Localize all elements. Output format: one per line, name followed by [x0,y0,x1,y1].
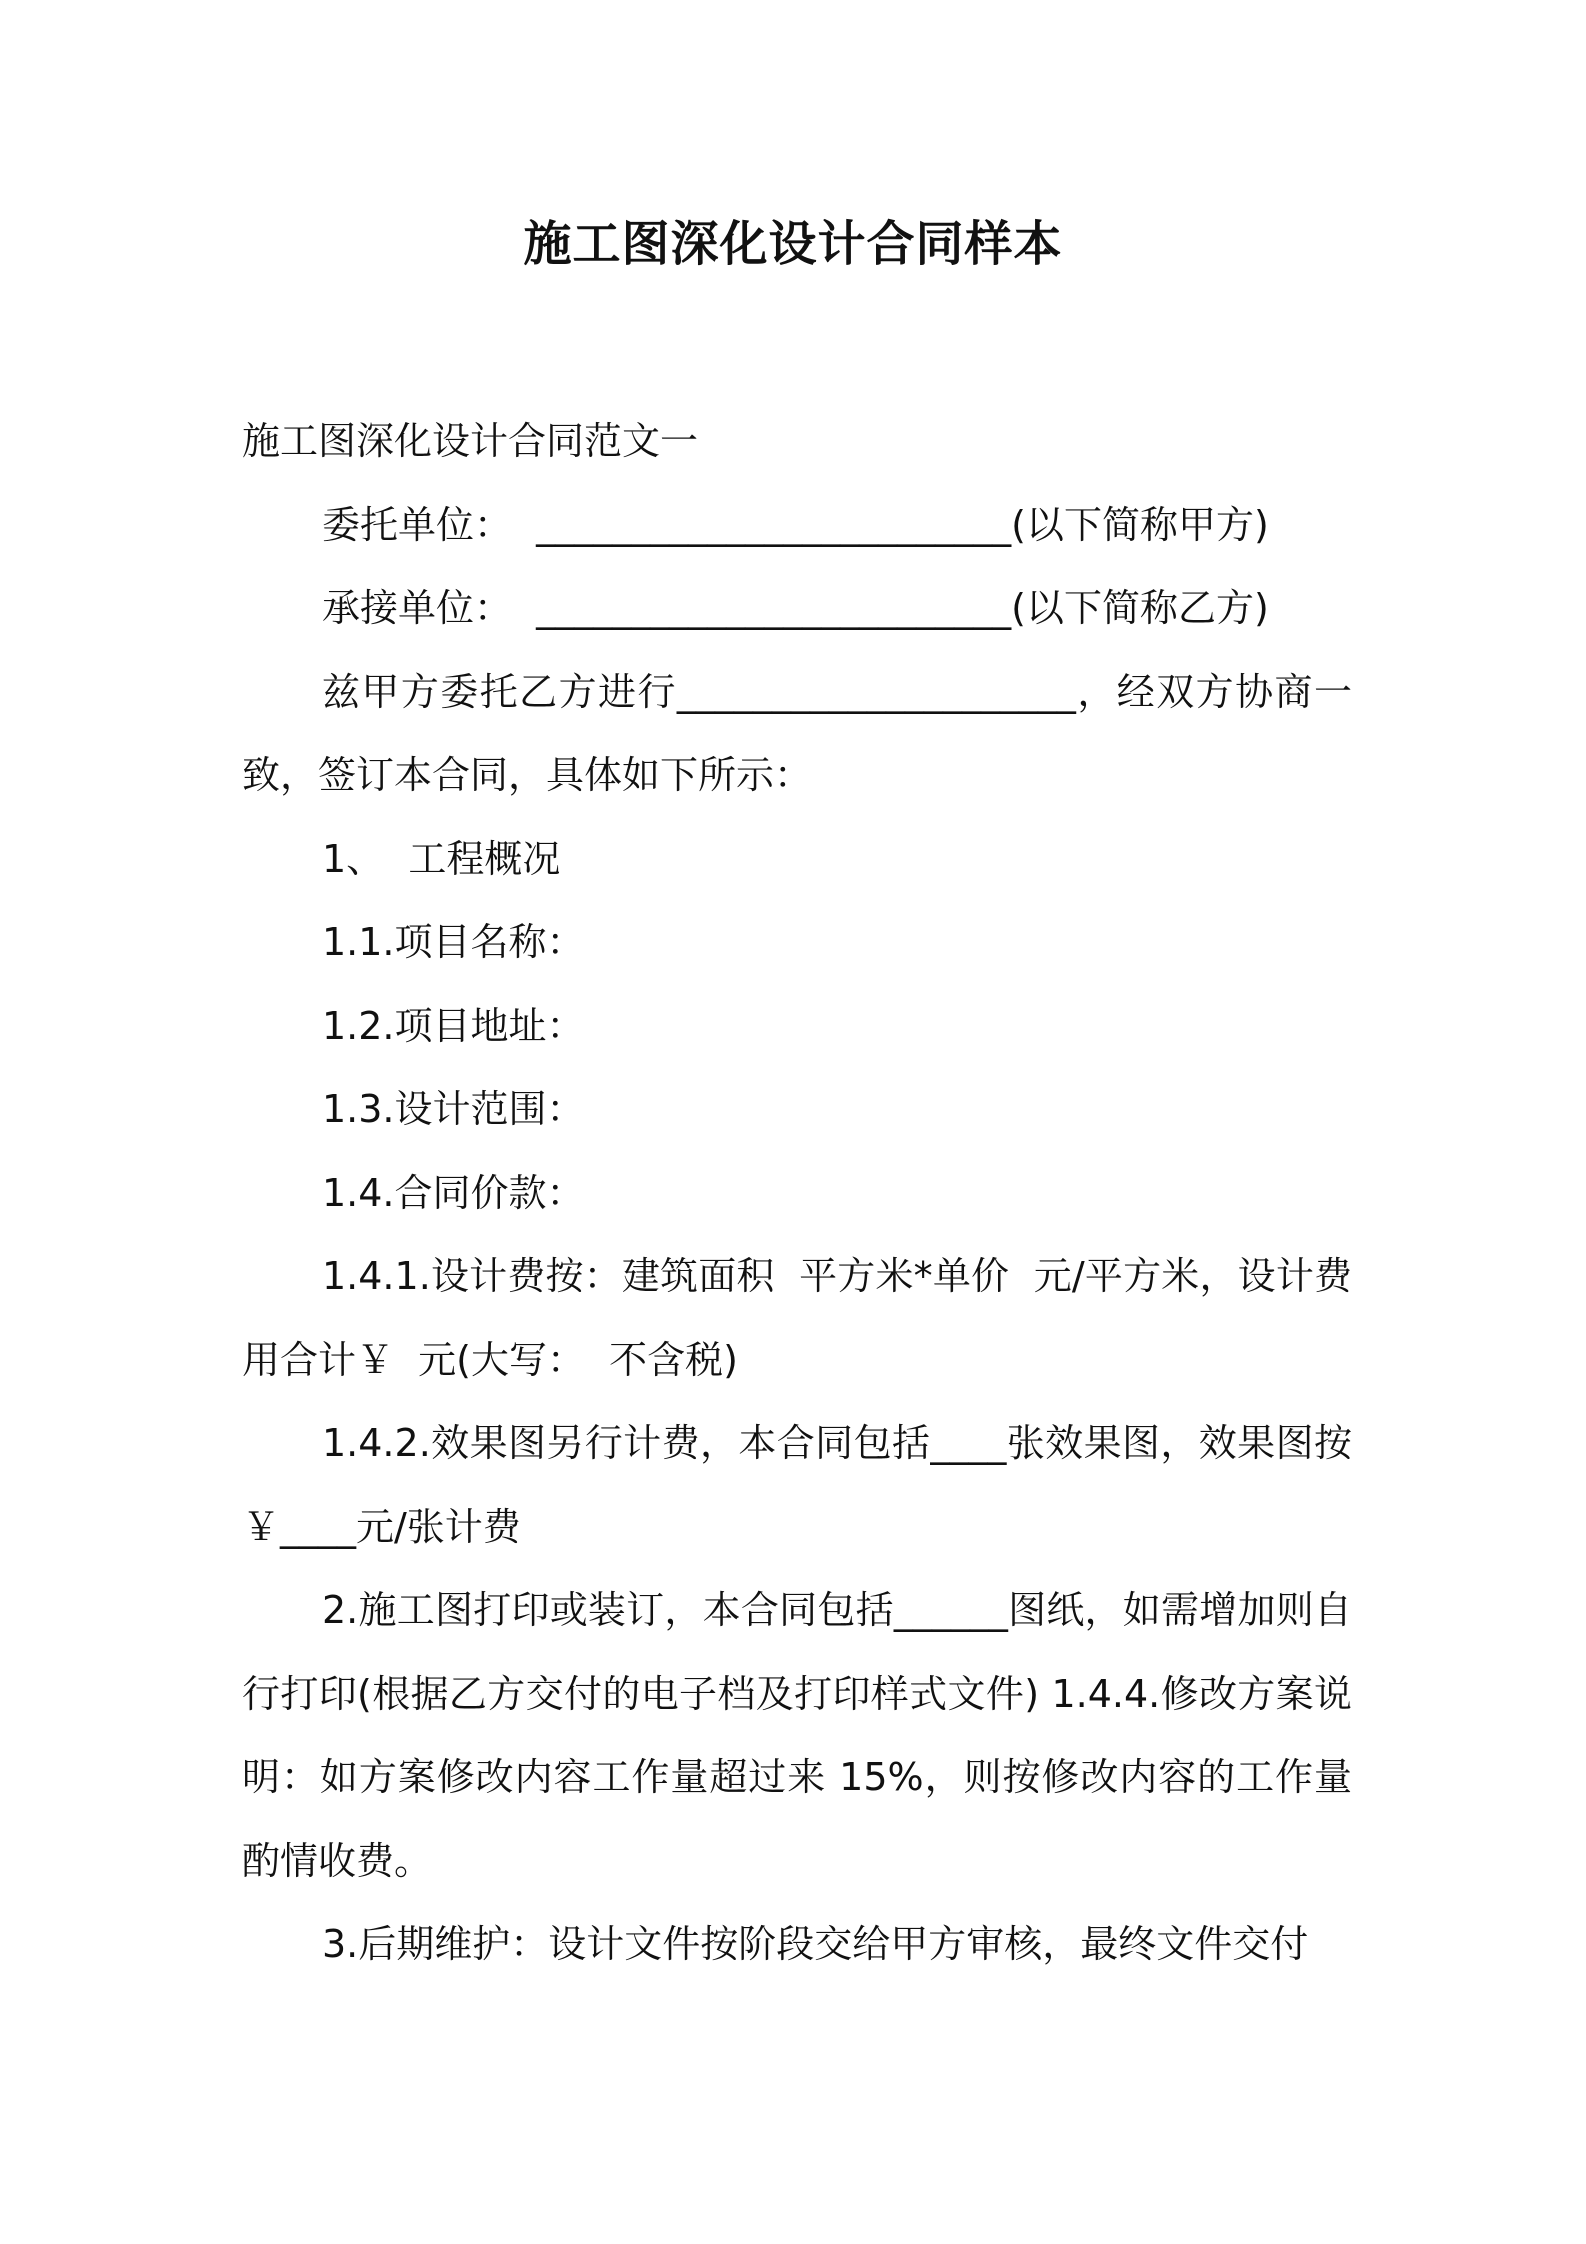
paragraph-design-fee: 1.4.1.设计费按：建筑面积 平方米*单价 元/平方米，设计费用合计￥ 元(大写： 不含税) [242,1254,1352,1382]
paragraph-contractor: 承接单位： _________________________(以下简称乙方) [322,586,1269,630]
document-body [242,400,1352,1987]
paragraph-project-name: 1.1.项目名称： [322,920,585,964]
paragraph-maintenance: 3.后期维护：设计文件按阶段交给甲方审核，最终文件交付 [322,1922,1309,1966]
document-title: 施工图深化设计合同样本 [523,216,1063,272]
paragraph-contract-price: 1.4.合同价款： [322,1170,585,1215]
paragraph-intro: 兹甲方委托乙方进行_____________________，经双方协商一致，签订本合同，具体如下所示： [242,669,1352,797]
paragraph-client: 委托单位： _________________________(以下简称甲方) [322,502,1269,547]
paragraph-printing: 2.施工图打印或装订，本合同包括______图纸，如需增加则自行打印(根据乙方交付的电子档及打印样式文件) 1.4.4.修改方案说明：如方案修改内容工作量超过来 15%，则按修改内容的工作量酌情收费。 [242,1588,1352,1883]
paragraph-rendering-fee: 1.4.2.效果图另行计费，本合同包括____张效果图，效果图按￥____元/张计费 [242,1421,1352,1549]
paragraph-project-address: 1.2.项目地址： [322,1003,585,1048]
paragraph-design-scope: 1.3.设计范围： [322,1087,585,1131]
paragraph-section-1: 1、 工程概况 [322,836,561,881]
paragraph-heading: 施工图深化设计合同范文一 [242,419,699,463]
